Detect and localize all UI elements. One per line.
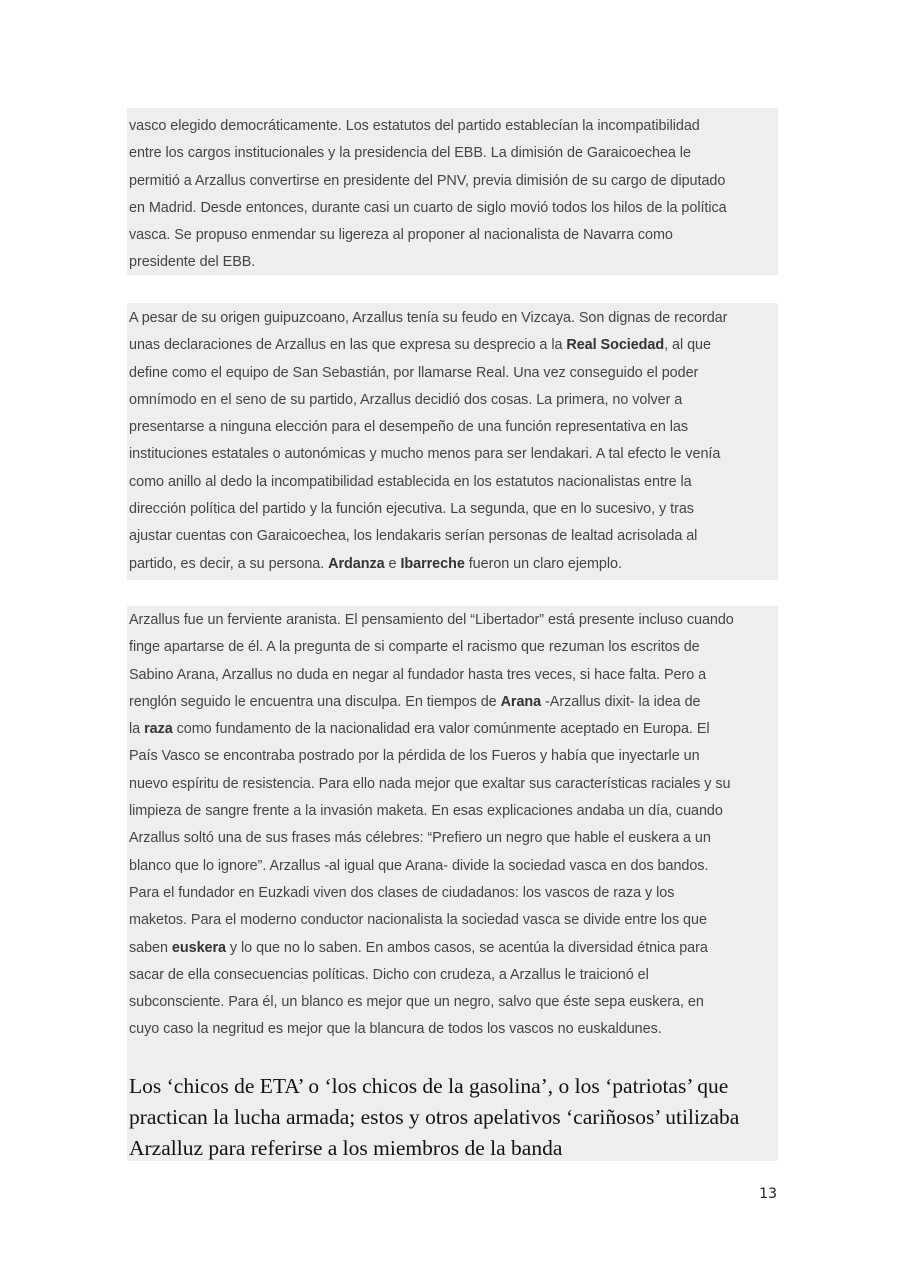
- text-run: renglón seguido le encuentra una disculpa. En tiempos de: [129, 693, 501, 710]
- text-run: unas declaraciones de Arzallus en las que expresa su desprecio a la: [129, 337, 567, 354]
- text-run: saben: [129, 939, 172, 956]
- paragraph-line: Arzallus fue un ferviente aranista. El pensamiento del “Libertador” está presente incluso cuando: [129, 612, 734, 628]
- paragraph-line: vasca. Se propuso enmendar su ligereza al proponer al nacionalista de Navarra como: [129, 227, 673, 244]
- paragraph-line: finge apartarse de él. A la pregunta de si comparte el racismo que rezuman los escritos de: [129, 639, 700, 656]
- paragraph-line: Sabino Arana, Arzallus no duda en negar al fundador hasta tres veces, si hace falta. Pero a: [129, 666, 707, 683]
- paragraph-line: dirección política del partido y la función ejecutiva. La segunda, que en lo sucesivo, y tras: [129, 501, 694, 518]
- paragraph-line: presentarse a ninguna elección para el desempeño de una función representativa en las: [129, 419, 688, 436]
- paragraph-line: ajustar cuentas con Garaicoechea, los lendakaris serían personas de lealtad acrisolada al: [129, 528, 698, 545]
- paragraph-line: instituciones estatales o autonómicas y mucho menos para ser lendakari. A tal efecto le venía: [129, 446, 721, 463]
- paragraph-line: permitió a Arzallus convertirse en presidente del PNV, previa dimisión de su cargo de diputado: [129, 172, 726, 189]
- paragraph-line: limpieza de sangre frente a la invasión maketa. En esas explicaciones andaba un día, cuando: [129, 803, 723, 820]
- bold-term-real-sociedad: Real Sociedad: [566, 337, 665, 354]
- text-run: , al que: [664, 337, 711, 354]
- paragraph-2: [129, 305, 779, 578]
- heading-line: Los ‘chicos de ETA’ o ‘los chicos de la gasolina’, o los ‘patriotas’ que: [129, 1074, 729, 1098]
- bold-term-raza: raza: [144, 721, 173, 738]
- paragraph-line: blanco que lo ignore”. Arzallus -al igual que Arana- divide la sociedad vasca en dos bandos.: [129, 857, 709, 874]
- paragraph-line: [129, 689, 779, 716]
- paragraph-line: Arzallus soltó una de sus frases más célebres: “Prefiero un negro que hable el euskera a un: [129, 830, 711, 847]
- section-heading: [129, 1071, 779, 1164]
- bold-term-ardanza: Ardanza: [328, 555, 385, 572]
- paragraph-line: presidente del EBB.: [129, 254, 256, 271]
- bold-term-euskera: euskera: [171, 939, 226, 956]
- text-run: fueron un claro ejemplo.: [464, 555, 622, 572]
- text-run: partido, es decir, a su persona.: [129, 555, 329, 572]
- paragraph-line: sacar de ella consecuencias políticas. Dicho con crudeza, a Arzallus le traicionó el: [129, 966, 649, 983]
- paragraph-line: omnímodo en el seno de su partido, Arzallus decidió dos cosas. La primera, no volver a: [129, 391, 683, 408]
- paragraph-line: vasco elegido democráticamente. Los estatutos del partido establecían la incompatibilidad: [129, 118, 700, 134]
- paragraph-1: [129, 113, 779, 277]
- heading-line: practican la lucha armada; estos y otros apelativos ‘cariñosos’ utilizaba: [129, 1105, 740, 1129]
- text-run: e: [384, 555, 401, 572]
- paragraph-line: nuevo espíritu de resistencia. Para ello nada mejor que exaltar sus características raciales y su: [129, 775, 731, 792]
- paragraph-line: como anillo al dedo la incompatibilidad establecida en los estatutos nacionalistas entre la: [129, 473, 692, 490]
- paragraph-line: [129, 716, 779, 743]
- paragraph-line: [129, 332, 779, 359]
- paragraph-line: maketos. Para el moderno conductor nacionalista la sociedad vasca se divide entre los que: [129, 912, 707, 929]
- text-run: y lo que no lo saben. En ambos casos, se acentúa la diversidad étnica para: [225, 939, 708, 956]
- paragraph-line: define como el equipo de San Sebastián, por llamarse Real. Una vez conseguido el poder: [129, 364, 699, 381]
- paragraph-line: en Madrid. Desde entonces, durante casi un cuarto de siglo movió todos los hilos de la política: [129, 199, 727, 216]
- paragraph-line: Para el fundador en Euzkadi viven dos clases de ciudadanos: los vascos de raza y los: [129, 884, 675, 901]
- paragraph-line: [129, 935, 779, 962]
- paragraph-line: cuyo caso la negritud es mejor que la blancura de todos los vascos no euskaldunes.: [129, 1021, 662, 1038]
- paragraph-line: A pesar de su origen guipuzcoano, Arzallus tenía su feudo en Vizcaya. Son dignas de recordar: [129, 310, 728, 326]
- bold-term-ibarreche: Ibarreche: [400, 555, 465, 572]
- text-run: como fundamento de la nacionalidad era valor comúnmente aceptado en Europa. El: [172, 721, 710, 738]
- paragraph-line: subconsciente. Para él, un blanco es mejor que un negro, salvo que éste sepa euskera, en: [129, 994, 704, 1011]
- heading-line: Arzalluz para referirse a los miembros de la banda: [129, 1136, 563, 1160]
- paragraph-3: [129, 607, 779, 1044]
- page-number: 13: [759, 1186, 777, 1202]
- text-run: -Arzallus dixit- la idea de: [541, 693, 701, 710]
- paragraph-line: entre los cargos institucionales y la presidencia del EBB. La dimisión de Garaicoechea le: [129, 145, 691, 162]
- bold-term-arana: Arana: [500, 693, 542, 710]
- paragraph-line: País Vasco se encontraba postrado por la pérdida de los Fueros y había que inyectarle un: [129, 748, 700, 765]
- text-run: la: [129, 721, 145, 738]
- paragraph-line: [129, 551, 779, 578]
